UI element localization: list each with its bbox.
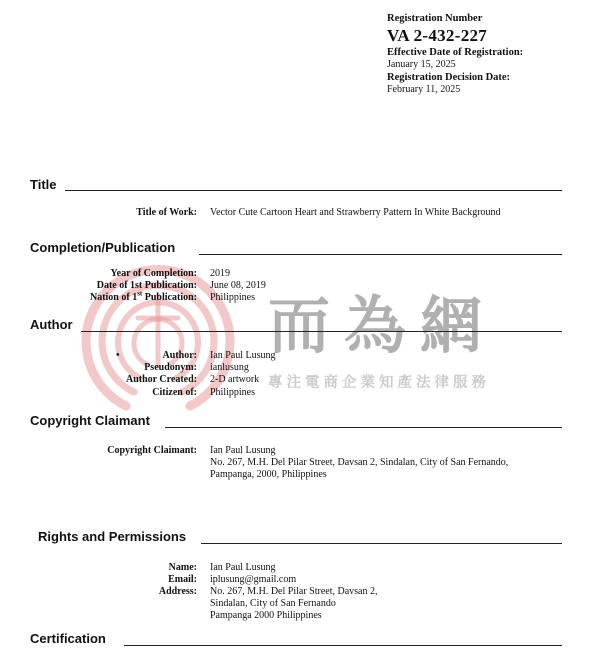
citizen-of-value: Philippines — [210, 387, 256, 398]
watermark-tagline: 專注電商企業知產法律服務 — [268, 375, 490, 391]
decision-date: February 11, 2025 — [387, 84, 461, 95]
copyright-claimant-label: Copyright Claimant: — [107, 445, 197, 456]
rights-name-value: Ian Paul Lusung — [210, 562, 276, 573]
claimant-line: No. 267, M.H. Del Pilar Street, Davsan 2, Sindalan, City of San Fernando, — [210, 457, 509, 468]
section-claimant-heading: Copyright Claimant — [30, 413, 150, 428]
nation-of-publication-value: Philippines — [210, 292, 256, 303]
rights-address-line: Pampanga 2000 Philippines — [210, 610, 322, 621]
section-certification-heading: Certification — [30, 631, 106, 646]
rights-address-line: Sindalan, City of San Fernando — [210, 598, 336, 609]
rights-email-label: Email: — [168, 574, 197, 585]
title-of-work-label: Title of Work: — [136, 207, 197, 218]
registration-number-label: Registration Number — [387, 13, 483, 24]
author-value: Ian Paul Lusung — [210, 350, 276, 361]
rights-address-label: Address: — [158, 586, 197, 597]
citizen-of-label: Citizen of: — [152, 387, 197, 398]
author-created-value: 2-D artwork — [210, 374, 260, 385]
author-bullet: • — [116, 350, 120, 361]
section-title-heading: Title — [30, 177, 57, 192]
section-author-heading: Author — [30, 317, 73, 332]
rights-email-value: iplusung@gmail.com — [210, 574, 297, 585]
claimant-line: Pampanga, 2000, Philippines — [210, 469, 327, 480]
section-rule — [199, 254, 562, 255]
section-rule — [165, 427, 562, 428]
pseudonym-value: ianlusung — [210, 362, 249, 373]
section-rule — [65, 190, 562, 191]
registration-number: VA 2-432-227 — [387, 26, 488, 45]
section-rights-heading: Rights and Permissions — [38, 529, 187, 544]
date-of-publication-label: Date of 1st Publication: — [96, 280, 197, 291]
rights-address-line: No. 267, M.H. Del Pilar Street, Davsan 2, — [210, 586, 378, 597]
rights-name-label: Name: — [168, 562, 197, 573]
section-rule — [81, 331, 562, 332]
section-rule — [124, 645, 562, 646]
author-created-label: Author Created: — [125, 374, 197, 385]
effective-date: January 15, 2025 — [387, 59, 456, 70]
title-of-work-value: Vector Cute Cartoon Heart and Strawberry Pattern In White Background — [210, 207, 501, 218]
nation-of-publication-label: Nation of 1st Publication: — [89, 289, 197, 303]
decision-date-label: Registration Decision Date: — [387, 72, 511, 83]
effective-date-label: Effective Date of Registration: — [387, 47, 524, 58]
year-of-completion-value: 2019 — [210, 268, 230, 279]
year-of-completion-label: Year of Completion: — [110, 268, 197, 279]
section-completion-heading: Completion/Publication — [30, 240, 176, 255]
date-of-publication-value: June 08, 2019 — [210, 280, 266, 291]
claimant-line: Ian Paul Lusung — [210, 445, 276, 456]
author-label: Author: — [162, 350, 197, 361]
section-rule — [201, 543, 562, 544]
pseudonym-label: Pseudonym: — [144, 362, 197, 373]
watermark-brand: 而為網 — [268, 289, 497, 362]
